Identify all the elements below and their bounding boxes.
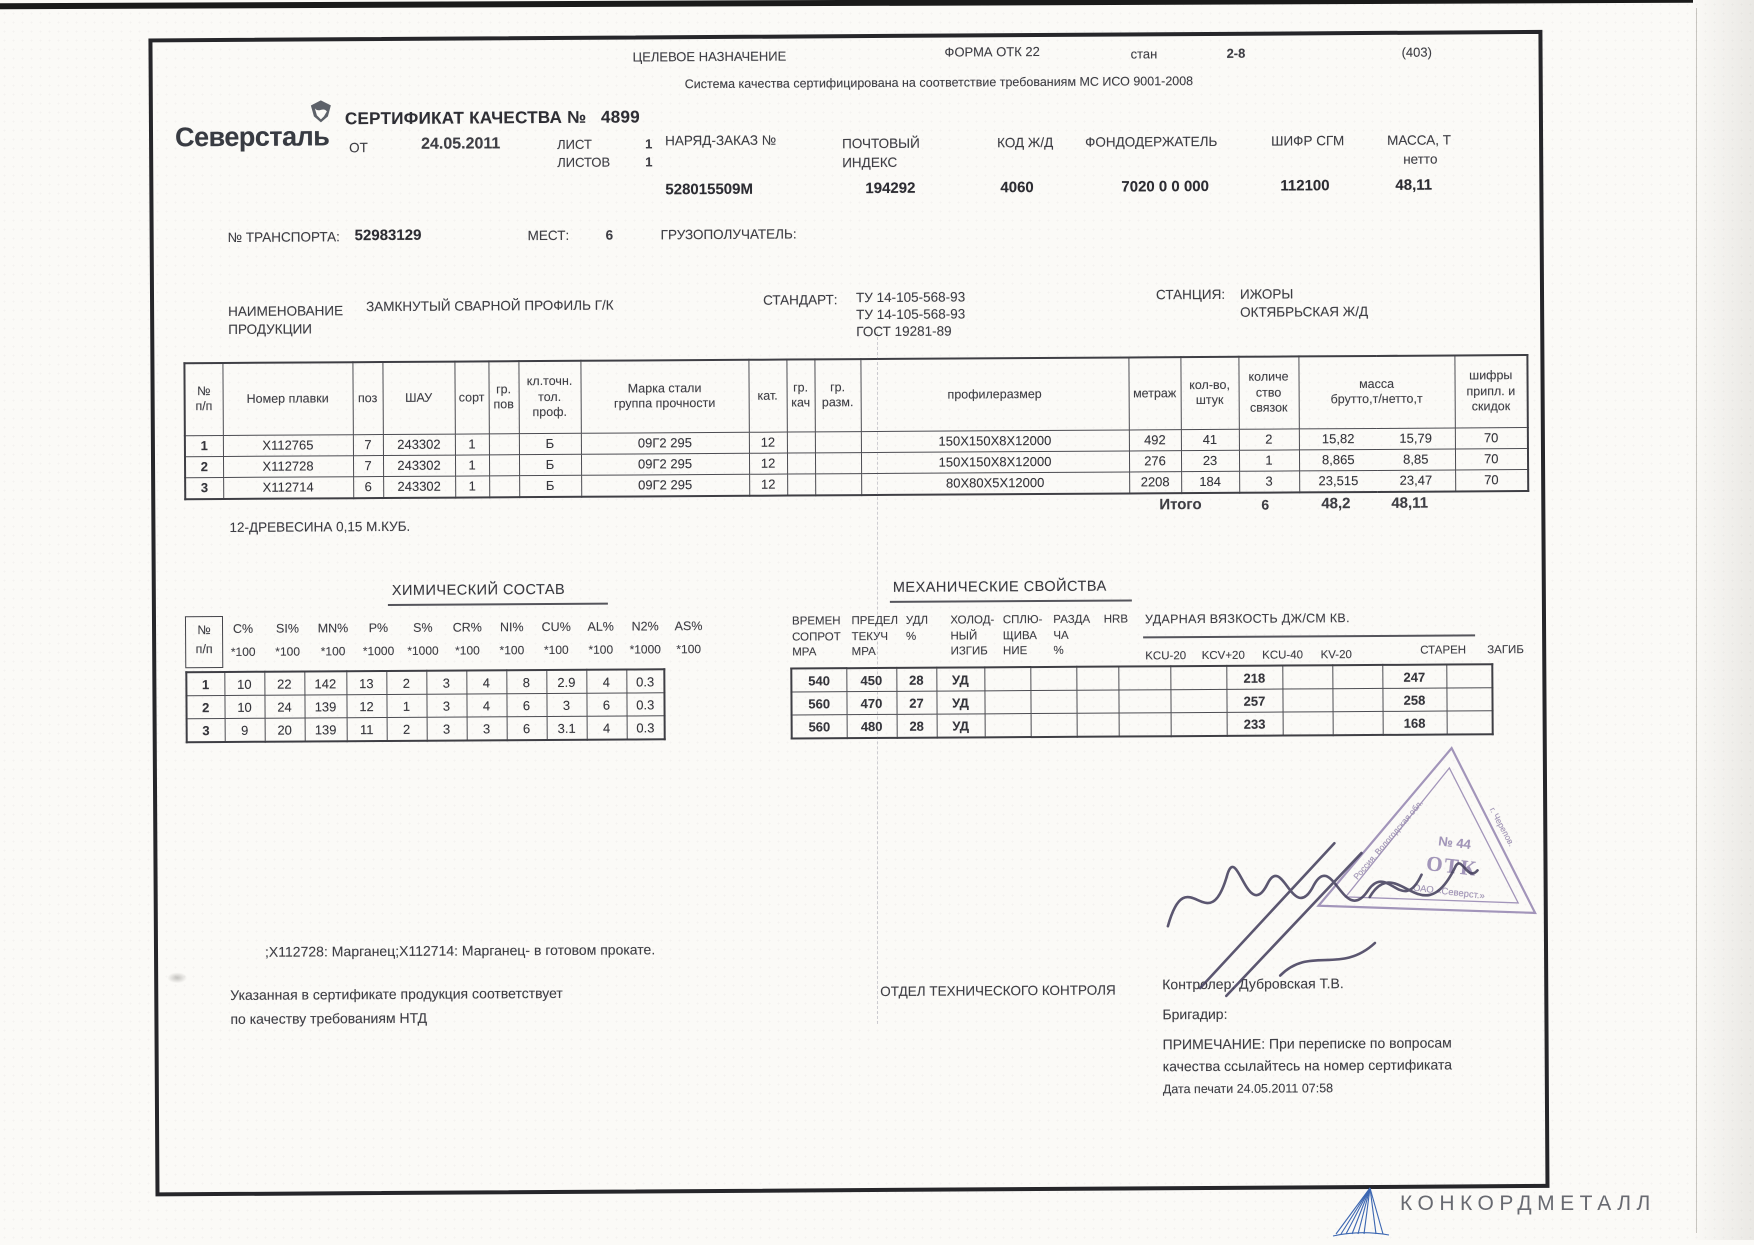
- col-header-mass: масса брутто,т/нетто,т: [1298, 355, 1454, 428]
- table-cell: 70: [1455, 469, 1528, 491]
- col-header: Марка стали группа прочности: [580, 360, 748, 433]
- chem-row-number-header: [185, 616, 223, 668]
- table-cell: 247: [1382, 665, 1446, 689]
- transport-value: 52983129: [354, 226, 422, 245]
- table-row: [186, 669, 664, 695]
- paper-right-shade: [1690, 0, 1754, 1240]
- stan-value: 2-8: [1226, 45, 1246, 61]
- order-value: 528015509М: [665, 180, 753, 199]
- col-header: сорт: [454, 361, 488, 433]
- table-cell: 0.3: [627, 716, 665, 740]
- table-row: [187, 716, 665, 742]
- brigadier-line: Бригадир:: [1162, 1005, 1228, 1023]
- cipher-value: 112100: [1280, 177, 1330, 195]
- table-cell: 3: [426, 671, 466, 695]
- chem-col-header: AL% *100: [587, 619, 614, 657]
- table-cell: 1: [1239, 449, 1299, 470]
- table-cell: [985, 714, 1031, 738]
- table-cell: Б: [519, 475, 581, 497]
- table-cell: 184: [1181, 471, 1239, 493]
- table-cell: 09Г2 295: [581, 474, 749, 497]
- paper-edge-line: [1696, 8, 1697, 1233]
- table-cell: 139: [305, 718, 347, 742]
- impact-col-header: KCV+20: [1201, 649, 1245, 663]
- sheet-value: 1: [645, 136, 653, 152]
- table-cell: 3: [1239, 470, 1299, 492]
- standard-label: СТАНДАРТ:: [762, 292, 838, 308]
- mech-header-row: [792, 612, 1146, 661]
- chem-col-header: CR% *100: [452, 620, 482, 658]
- paper-fold-line: [877, 332, 878, 1024]
- table-cell: Б: [519, 433, 581, 454]
- code-ref: (403): [1401, 44, 1432, 60]
- impact-strength-title: УДАРНАЯ ВЯЗКОСТЬ ДЖ/СМ КВ.: [1144, 611, 1350, 627]
- station-label: СТАНЦИЯ:: [1155, 286, 1226, 303]
- from-label: ОТ: [349, 140, 368, 156]
- table-cell: 70: [1455, 427, 1528, 448]
- print-date: Дата печати 24.05.2011 07:58: [1162, 1081, 1334, 1097]
- col-header: кол-во, штук: [1180, 357, 1238, 429]
- chem-col-header: MN% *100: [317, 621, 349, 659]
- mech-col-header: ВРЕМЕН СОПРОТ МРА: [791, 615, 841, 659]
- table-cell: 23: [1181, 450, 1239, 471]
- standard-line-2: ТУ 14-105-568-93: [856, 306, 966, 323]
- table-cell: 150Х150Х8Х12000: [861, 450, 1129, 473]
- col-header: метраж: [1128, 357, 1180, 429]
- table-cell: [984, 667, 1030, 691]
- table-cell: 1: [455, 454, 489, 475]
- chem-npp-line2: п/п: [195, 641, 213, 656]
- table-cell: 142: [304, 671, 346, 695]
- mech-section-title: МЕХАНИЧЕСКИЕ СВОЙСТВА: [892, 578, 1107, 596]
- table-cell: Х112728: [223, 455, 353, 477]
- table-cell: 24: [264, 695, 304, 718]
- table-cell: 1: [386, 694, 426, 717]
- table-cell: 2: [386, 671, 426, 695]
- table-cell: 23,515: [1299, 470, 1377, 492]
- table-cell: [815, 452, 861, 473]
- table-cell: 12: [749, 432, 787, 453]
- mass-netto-label: нетто: [1403, 151, 1438, 167]
- table-cell: 243302: [383, 455, 455, 476]
- table-cell: 3: [546, 693, 586, 716]
- table-cell: 15,82: [1299, 428, 1377, 449]
- postal-label-1: ПОЧТОВЫЙ: [842, 135, 920, 152]
- mech-data-table: [790, 663, 1493, 739]
- col-header: гр. кач: [786, 359, 814, 431]
- mech-col-header: РАЗДА ЧА %: [1053, 613, 1091, 657]
- col-header: Номер плавки: [222, 362, 352, 435]
- konkordmetall-logo-icon: [1330, 1180, 1392, 1238]
- table-cell: 3: [185, 477, 223, 499]
- col-header: гр. разм.: [814, 359, 860, 431]
- table-cell: [787, 473, 815, 495]
- places-value: 6: [605, 227, 614, 243]
- table-cell: [1282, 689, 1332, 712]
- table-cell: [489, 475, 519, 497]
- stamp-otk-text: ОТК: [1424, 851, 1480, 881]
- table-cell: [1170, 666, 1226, 690]
- chem-col-header: N2% *1000: [629, 619, 661, 657]
- table-cell: [1170, 689, 1226, 712]
- table-cell: 22: [264, 671, 304, 695]
- table-cell: 1: [455, 475, 489, 497]
- table-cell: 6: [586, 693, 626, 716]
- table-cell: 4: [586, 670, 626, 694]
- bend-col-header: ЗАГИБ: [1487, 644, 1524, 657]
- consignee-label: ГРУЗОПОЛУЧАТЕЛЬ:: [660, 226, 797, 243]
- note-line-1: ПРИМЕЧАНИЕ: При переписке по вопросам: [1162, 1034, 1452, 1053]
- stamp-org-name: ОАО «Северст.»: [1412, 882, 1486, 902]
- table-cell: 2: [185, 456, 223, 477]
- table-cell: [787, 431, 815, 452]
- konkordmetall-wordmark: КОНКОРДМЕТАЛЛ: [1400, 1192, 1656, 1215]
- table-cell: 7: [353, 455, 383, 476]
- severstal-wordmark: Северсталь: [174, 121, 330, 153]
- rail-code-label: КОД Ж/Д: [997, 134, 1054, 151]
- impact-col-header: KV-20: [1320, 649, 1352, 662]
- scan-smudge: [167, 972, 187, 983]
- transport-label: № ТРАНСПОРТА:: [227, 229, 340, 245]
- table-cell: 70: [1455, 448, 1528, 469]
- col-header: № п/п: [184, 363, 222, 435]
- table-cell: 3: [467, 717, 507, 741]
- wood-note: 12-ДРЕВЕСИНА 0,15 М.КУБ.: [229, 518, 411, 535]
- controller-signature: [1129, 824, 1490, 1016]
- table-cell: [787, 452, 815, 473]
- fund-holder-label: ФОНДОДЕРЖАТЕЛЬ: [1085, 133, 1218, 150]
- table-cell: 9: [225, 718, 265, 742]
- col-header: кл.точн. тол. проф.: [518, 361, 580, 433]
- table-cell: 6: [507, 717, 547, 741]
- table-cell: [1118, 666, 1170, 690]
- table-cell: УД: [936, 691, 984, 714]
- table-cell: УД: [937, 714, 985, 738]
- table-cell: 276: [1129, 450, 1181, 471]
- table-cell: [1030, 667, 1076, 691]
- table-cell: 1: [186, 672, 224, 696]
- table-cell: 15,79: [1377, 427, 1455, 448]
- cipher-label: ШИФР СГМ: [1271, 133, 1345, 149]
- table-cell: 560: [792, 715, 847, 739]
- table-cell: [1077, 713, 1119, 737]
- table-cell: 470: [846, 691, 896, 714]
- table-cell: 12: [749, 474, 787, 496]
- table-row: [186, 693, 664, 719]
- table-cell: 11: [347, 717, 387, 741]
- table-cell: [1030, 690, 1076, 713]
- total-brutto: 48,2: [1321, 495, 1351, 513]
- controller-line: Контролер: Дубровская Т.В.: [1162, 975, 1344, 993]
- table-cell: 28: [896, 668, 936, 692]
- mech-col-header: СПЛЮ- ЩИВА НИЕ: [1002, 613, 1043, 658]
- chem-col-header: SI% *100: [275, 621, 301, 659]
- table-cell: 258: [1382, 688, 1446, 711]
- table-cell: 560: [791, 692, 846, 715]
- table-cell: 243302: [383, 476, 455, 498]
- total-label: Итого: [1159, 496, 1202, 514]
- table-cell: 20: [265, 718, 305, 742]
- table-cell: 1: [185, 435, 223, 456]
- impact-col-header: KCU-40: [1262, 649, 1304, 662]
- table-cell: 540: [791, 668, 846, 692]
- conformity-line-1: Указанная в сертификате продукция соответствует: [230, 984, 563, 1003]
- chem-col-header: CU% *100: [541, 619, 571, 658]
- table-cell: 3: [187, 718, 225, 742]
- table-cell: 41: [1181, 429, 1239, 450]
- total-bundles: 6: [1261, 496, 1270, 513]
- fund-holder-value: 7020 0 0 000: [1121, 177, 1210, 196]
- stamp-city-text: г. Черепов.: [1487, 805, 1517, 849]
- table-cell: 4: [587, 716, 627, 740]
- chem-npp-line1: №: [197, 623, 211, 638]
- melt-note: ;Х112728: Марганец;Х112714: Марганец- в готовом прокате.: [264, 941, 656, 960]
- mech-col-header: HRB: [1103, 613, 1129, 626]
- stamp-number: № 44: [1437, 833, 1472, 852]
- table-cell: 2.9: [546, 670, 586, 694]
- stan-label: стан: [1130, 46, 1158, 62]
- severstal-logo-icon: [309, 99, 333, 123]
- postal-value: 194292: [865, 179, 916, 198]
- table-cell: 480: [847, 714, 897, 738]
- table-cell: Х112714: [223, 476, 353, 498]
- station-value-1: ИЖОРЫ: [1239, 286, 1294, 302]
- product-name-label-2: ПРОДУКЦИИ: [228, 321, 313, 337]
- product-name-label-1: НАИМЕНОВАНИЕ: [228, 303, 344, 319]
- col-header: гр. пов: [488, 361, 518, 433]
- col-header: шифры припл. и скидок: [1454, 355, 1527, 427]
- sheets-total-label: ЛИСТОВ: [557, 154, 611, 170]
- chem-section-title: ХИМИЧЕСКИЙ СОСТАВ: [391, 581, 566, 599]
- stamp-region-text: Россия, Вологодская обл.: [1351, 797, 1425, 882]
- otk-department-label: ОТДЕЛ ТЕХНИЧЕСКОГО КОНТРОЛЯ: [880, 982, 1116, 999]
- table-cell: 492: [1129, 429, 1181, 450]
- table-cell: 233: [1227, 712, 1283, 736]
- table-cell: Б: [519, 454, 581, 475]
- table-cell: 218: [1226, 666, 1282, 690]
- chem-header-row: [223, 619, 708, 659]
- table-cell: 2: [387, 717, 427, 741]
- table-cell: 3.1: [547, 716, 587, 740]
- table-cell: [1171, 712, 1227, 736]
- table-cell: 168: [1383, 711, 1447, 735]
- chem-col-header: S% *1000: [407, 620, 439, 658]
- form-label: ФОРМА ОТК 22: [944, 43, 1040, 60]
- table-cell: 2: [1239, 428, 1299, 449]
- sheet-label: ЛИСТ: [557, 136, 592, 152]
- table-cell: [1446, 664, 1492, 688]
- table-cell: [1119, 713, 1171, 737]
- table-cell: [1076, 690, 1118, 713]
- table-cell: 09Г2 295: [581, 432, 749, 454]
- table-cell: [489, 433, 519, 454]
- table-cell: 27: [896, 691, 936, 714]
- table-cell: 23,47: [1377, 469, 1455, 491]
- table-cell: 80Х80Х5Х12000: [861, 471, 1129, 494]
- table-cell: Х112765: [223, 434, 353, 456]
- table-cell: 257: [1226, 689, 1282, 712]
- table-cell: 6: [353, 476, 383, 498]
- total-netto: 48,11: [1391, 494, 1429, 512]
- main-table-header-row: [184, 355, 1527, 435]
- table-cell: [1031, 713, 1077, 737]
- table-cell: 8,85: [1377, 448, 1455, 469]
- table-cell: [984, 691, 1030, 714]
- table-cell: [489, 454, 519, 475]
- standard-line-3: ГОСТ 19281-89: [856, 323, 952, 340]
- table-cell: [815, 431, 861, 452]
- mass-netto-value: 48,11: [1395, 176, 1433, 194]
- product-name-value: ЗАМКНУТЫЙ СВАРНОЙ ПРОФИЛЬ Г/К: [366, 297, 614, 315]
- table-cell: 6: [506, 694, 546, 717]
- table-cell: [1332, 665, 1382, 689]
- purpose-label: ЦЕЛЕВОЕ НАЗНАЧЕНИЕ: [632, 48, 787, 65]
- chem-col-header: NI% *100: [499, 620, 525, 658]
- table-cell: 8,865: [1299, 449, 1377, 470]
- postal-label-2: ИНДЕКС: [842, 154, 898, 171]
- table-cell: 10: [224, 672, 264, 696]
- iso-certification-line: Система качества сертифицирована на соответствие требованиям МС ИСО 9001-2008: [684, 74, 1194, 92]
- note-line-2: качества ссылайтесь на номер сертификата: [1162, 1056, 1453, 1075]
- main-product-table: [183, 354, 1529, 500]
- table-cell: [1446, 688, 1492, 711]
- impact-col-header: KCU-20: [1145, 650, 1187, 663]
- table-cell: 450: [846, 668, 896, 692]
- table-cell: 4: [466, 694, 506, 717]
- table-cell: 139: [304, 695, 346, 718]
- chem-col-header: AS% *100: [674, 619, 703, 657]
- table-cell: 09Г2 295: [581, 453, 749, 475]
- col-header: поз: [352, 362, 382, 434]
- table-cell: [1118, 690, 1170, 713]
- certificate-title: СЕРТИФИКАТ КАЧЕСТВА №: [344, 107, 587, 129]
- station-value-2: ОКТЯБРЬСКАЯ Ж/Д: [1240, 303, 1369, 320]
- impact-subcolumns: [1145, 645, 1366, 664]
- mech-col-header: ПРЕДЕЛ ТЕКУЧ МРА: [851, 614, 899, 659]
- table-cell: 0.3: [626, 693, 664, 716]
- table-cell: УД: [936, 667, 984, 691]
- table-cell: 4: [466, 670, 506, 694]
- table-cell: 3: [427, 717, 467, 741]
- chem-data-table: [185, 668, 665, 743]
- table-cell: 12: [346, 694, 386, 717]
- table-cell: 0.3: [626, 669, 664, 693]
- col-header: профилеразмер: [860, 357, 1128, 431]
- certificate-date: 24.05.2011: [421, 135, 501, 153]
- table-cell: [1332, 688, 1382, 711]
- mech-col-header: ХОЛОД- НЫЙ ИЗГИБ: [950, 614, 995, 658]
- table-cell: 10: [224, 695, 264, 718]
- standard-line-1: ТУ 14-105-568-93: [855, 289, 966, 306]
- places-label: МЕСТ:: [527, 227, 570, 244]
- table-cell: 8: [506, 670, 546, 694]
- table-cell: 7: [353, 434, 383, 455]
- certificate-number: 4899: [600, 107, 641, 127]
- table-cell: 2208: [1129, 471, 1181, 493]
- table-cell: [815, 473, 861, 495]
- mass-label: МАССА, Т: [1387, 132, 1452, 148]
- table-cell: 12: [749, 453, 787, 474]
- rail-code-value: 4060: [1000, 179, 1034, 197]
- table-cell: 150Х150Х8Х12000: [861, 429, 1129, 452]
- table-cell: 13: [346, 671, 386, 695]
- table-cell: 1: [455, 433, 489, 454]
- table-cell: 243302: [383, 434, 455, 455]
- chem-col-header: P% *1000: [362, 620, 395, 659]
- chem-col-header: C% *100: [230, 621, 256, 659]
- table-cell: 2: [186, 695, 224, 718]
- table-cell: [1282, 665, 1332, 689]
- mech-col-header: УДЛ %: [905, 614, 929, 643]
- table-cell: 28: [897, 714, 937, 738]
- order-label: НАРЯД-ЗАКАЗ №: [665, 132, 777, 149]
- col-header: ШАУ: [382, 362, 454, 434]
- conformity-line-2: по качеству требованиям НТД: [230, 1009, 428, 1027]
- table-cell: [1447, 711, 1493, 735]
- table-cell: [1076, 667, 1118, 691]
- table-cell: 3: [426, 694, 466, 717]
- aged-col-header: СТАРЕН: [1420, 644, 1467, 657]
- col-header: кат.: [748, 360, 786, 432]
- sheets-total-value: 1: [645, 154, 653, 170]
- col-header: количе ство связок: [1238, 356, 1298, 428]
